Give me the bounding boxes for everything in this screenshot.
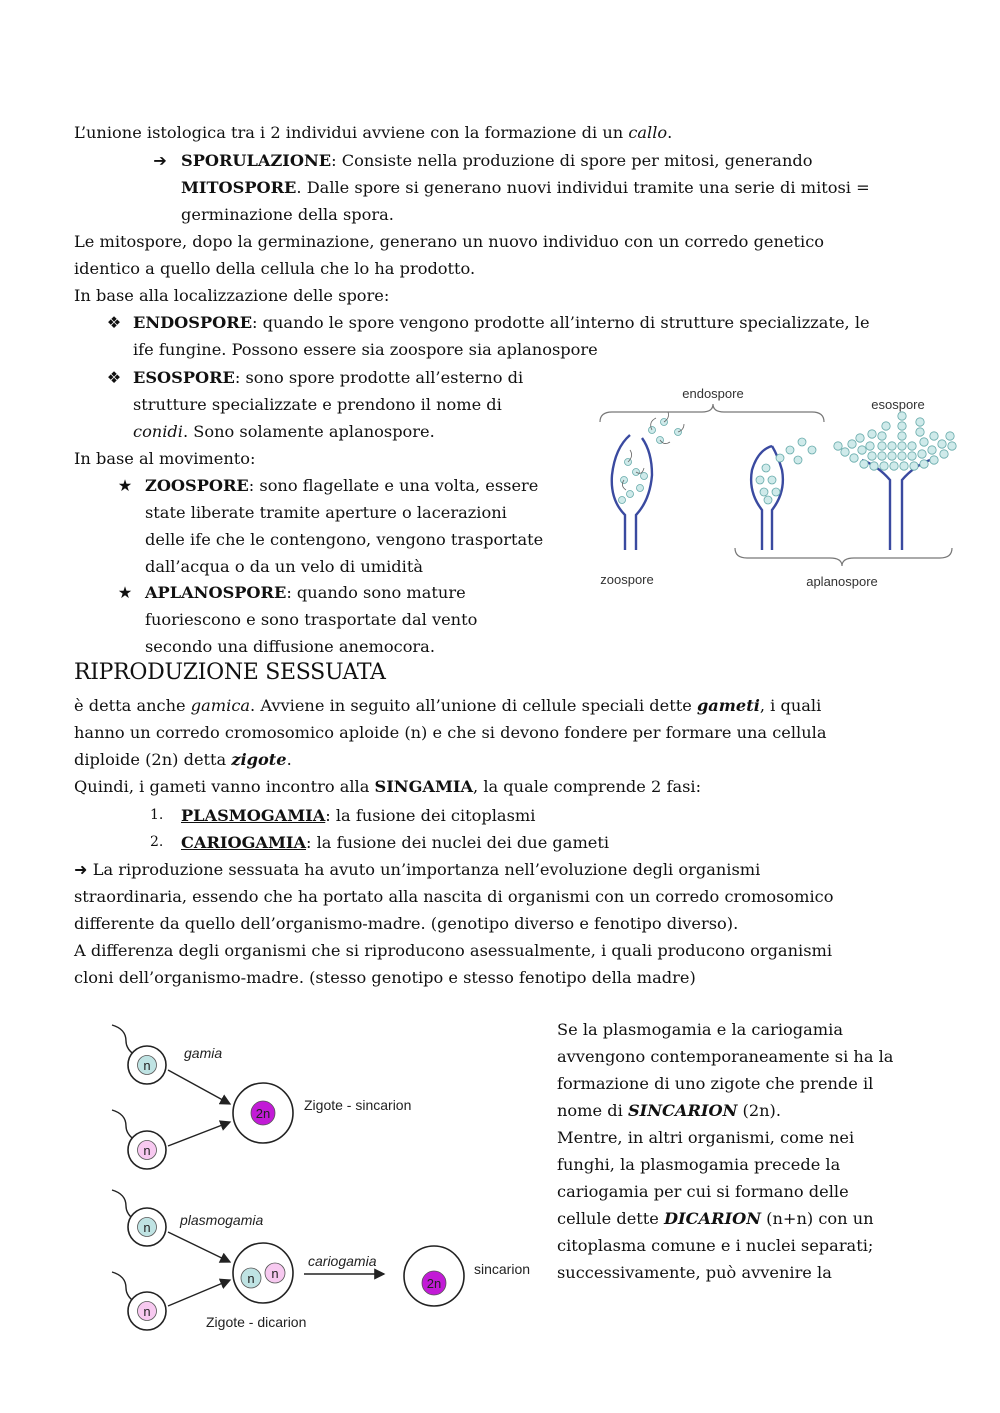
section-title: RIPRODUZIONE SESSUATA xyxy=(74,660,386,685)
movimento-heading: In base al movimento: xyxy=(74,449,256,468)
aplanospore-brace xyxy=(735,548,952,566)
svg-text:n: n xyxy=(247,1271,255,1286)
spore-types-figure xyxy=(590,380,960,595)
diamond-bullet-icon: ❖ xyxy=(106,368,122,387)
label-zigote-dicarion: Zigote - dicarion xyxy=(206,1314,307,1330)
paragraph-mitospore: Le mitospore, dopo la germinazione, generano un nuovo individuo con un corredo genetico identico a quello della cellula che lo ha prodotto. In base alla localizzazione delle spore: xyxy=(74,232,825,305)
star-bullet-icon: ★ xyxy=(117,583,133,602)
endospore-brace xyxy=(600,404,824,422)
svg-text:2n: 2n xyxy=(255,1106,271,1121)
label-cariogamia: cariogamia xyxy=(308,1253,377,1269)
paragraph-evoluzione: ➜ La riproduzione sessuata ha avuto un’importanza nell’evoluzione degli organismi straordinaria, essendo che ha portato alla nascita di organismi con un corredo cromosomico differente da quello dell’organismo-madre. (genotipo diverso e fenotipo diverso). A differenza degli organismi che si riproducono asessualmente, i quali producono organismi cloni dell’organismo-madre. (stesso genotipo e stesso fenotipo della madre) xyxy=(74,860,834,987)
side-paragraph: Se la plasmogamia e la cariogamia avvengono contemporaneamente si ha la formazione di uno zigote che prende il nome di SINCARION (2n). Mentre, in altri organismi, come nei funghi, la plasmogamia precede la cariogamia per cui si formano delle cellule dette DICARION (n+n) con un citoplasma comune e i nuclei separati; successivamente, può avvenire la xyxy=(557,1020,894,1282)
svg-text:n: n xyxy=(143,1058,151,1073)
paragraph-gamica: è detta anche gamica. Avviene in seguito all’unione di cellule speciali dette gameti, i quali hanno un corredo cromosomico aploide (n) e che si devono fondere per formare una cellula diploide (2n) detta zigote. Quindi, i gameti vanno incontro alla SINGAMIA, la quale comprende 2 fasi: xyxy=(74,696,827,796)
label-gamia: gamia xyxy=(184,1045,223,1061)
svg-text:n: n xyxy=(143,1304,151,1319)
conidiophore xyxy=(862,460,930,550)
label-endospore: endospore xyxy=(682,386,744,401)
arrow-icon: ➔ xyxy=(153,151,167,170)
label-sincarion: sincarion xyxy=(474,1261,531,1277)
label-aplanospore: aplanospore xyxy=(806,574,878,589)
label-esospore: esospore xyxy=(871,397,925,412)
paragraph-callo: L’unione istologica tra i 2 individui avviene con la formazione di un callo. xyxy=(74,123,673,142)
label-plasmogamia: plasmogamia xyxy=(180,1212,264,1228)
singamia-diagram xyxy=(100,1010,550,1340)
star-bullet-icon: ★ xyxy=(117,476,133,495)
label-zigote-sincarion: Zigote - sincarion xyxy=(304,1097,412,1113)
document-page: L’unione istologica tra i 2 individui avviene con la formazione di un callo. ➔ SPORULAZIONE: Consiste nella produzione di spore per mitosi, generando MITOSPORE. Dalle spore si generano nuovi individui tramite una serie di mitosi = germinazione della spora. Le mitospore, dopo la germinazione, generano un nuovo individuo con un corredo genetico identico a quello della cellula che lo ha prodotto. In base alla localizzazione delle spore: ❖ ENDOSPORE: quando le spore vengono prodotte all’interno di strutture specializzate, le ife fungine. Possono essere sia zoospore sia aplanospore ❖ ESOSPORE: sono spore prodotte all’esterno di strutture specializzate e prendono il nome di conidi. Sono solamente aplanospore. In base al movimento: ★ ZOOSPORE: sono flagellate e una volta, essere state liberate tramite aperture o lacerazioni delle ife che le contengono, vengono trasportate dall’acqua o da un velo di umidità ★ APLANOSPORE: quando sono mature fuoriescono e sono trasportate dal vento secondo una diffusione anemocora. endospore esospore zoospore aplanospore RIPRODUZIONE SESSUATA è detta anche gamica. Avviene in seguito all’unione di cellule speciali dette gameti, i quali hanno un corredo cromosomico aploide (n) e che si devono fondere per formare una cellula diploide (2n) detta zigote. Quindi, i gameti vanno incontro alla SINGAMIA, la quale comprende 2 fasi: 1. PLASMOGAMIA: la fusione dei citoplasmi 2. CARIOGAMIA: la fusione dei nuclei dei due gameti ➜ La riproduzione sessuata ha avuto un’importanza nell’evoluzione degli organismi straordinaria, essendo che ha portato alla nascita di organismi con un corredo cromosomico differente da quello dell’organismo-madre. (genotipo diverso e fenotipo diverso). A differenza degli organismi che si riproducono asessualmente, i quali producono organismi cloni dell’organismo-madre. (stesso genotipo e stesso fenotipo della madre) n n gamia 2n Zigote - sincarion n n plasmogamia n n Zigote - dicarion cariogamia 2n sincarion Se la plasmogamia e la cariogamia avvengono contemporaneamente si ha la formazione di uno zigote che prende il nome di SINCARION (2n). Mentre, in altri organismi, come nei funghi, la plasmogamia precede la cariogamia per cui si formano delle cellule dette DICARION (n+n) con un citoplasma comune e i nuclei separati; successivamente, può avvenire la xyxy=(0,0,1000,1413)
svg-text:n: n xyxy=(271,1266,279,1281)
label-zoospore: zoospore xyxy=(600,572,654,587)
svg-text:n: n xyxy=(143,1220,151,1235)
svg-text:n: n xyxy=(143,1143,151,1158)
diamond-bullet-icon: ❖ xyxy=(106,313,122,332)
svg-text:2n: 2n xyxy=(426,1276,442,1291)
